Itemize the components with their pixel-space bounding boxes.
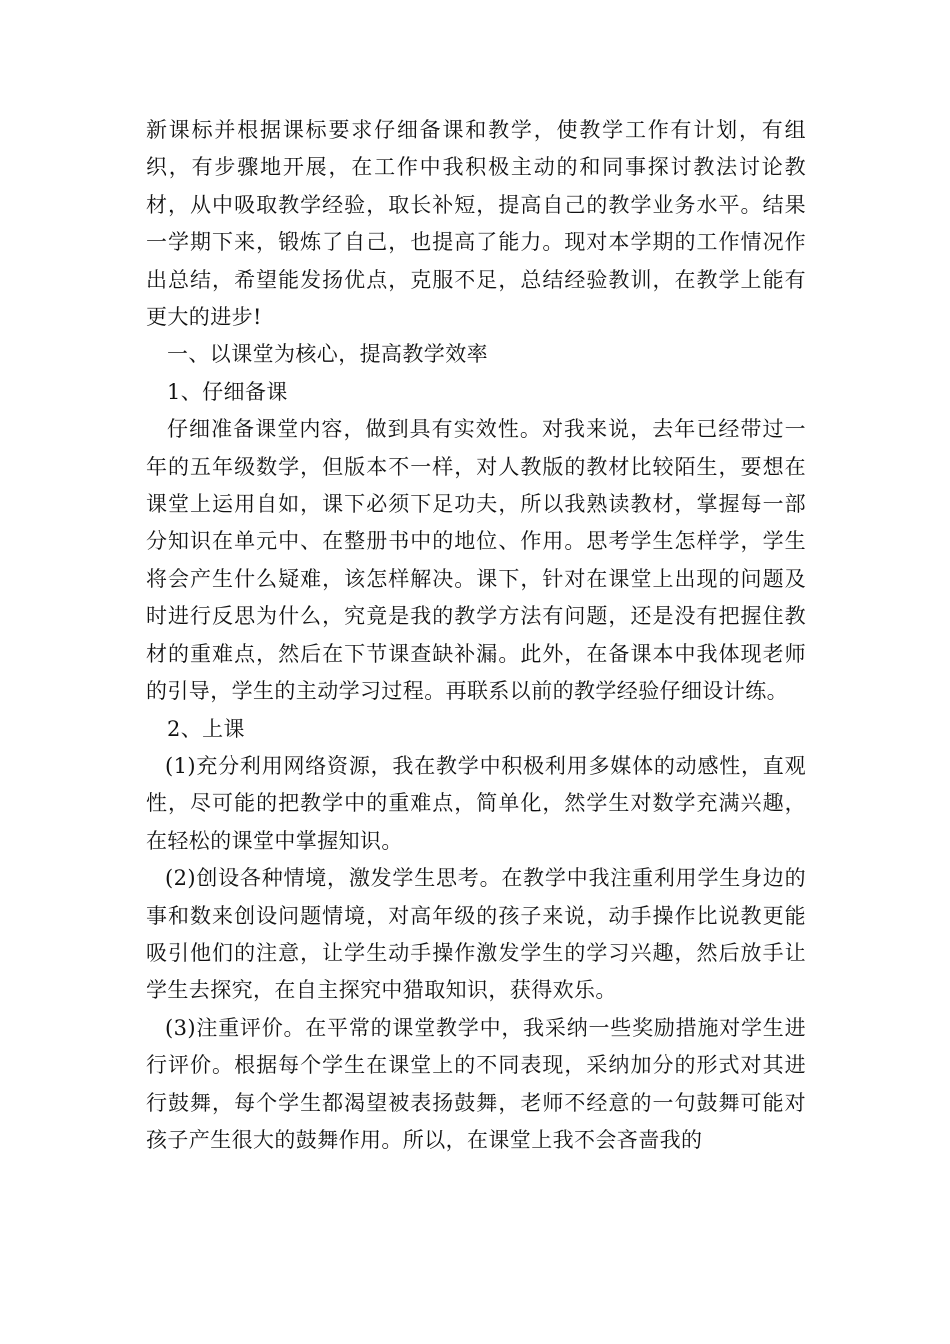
point-3-paragraph: (3)注重评价。在平常的课堂教学中，我采纳一些奖励措施对学生进行评价。根据每个学生在课堂上的不同表现，采纳加分的形式对其进行鼓舞，每个学生都渴望被表扬鼓舞，老师不经意的一句鼓舞可能对孩子产生很大的鼓舞作用。所以，在课堂上我不会吝啬我的 bbox=[146, 1015, 806, 1152]
point-2-paragraph: (2)创设各种情境，激发学生思考。在教学中我注重利用学生身边的事和数来创设问题情境，对高年级的孩子来说，动手操作比说教更能吸引他们的注意，让学生动手操作激发学生的学习兴趣，然后放手让学生去探究，在自主探究中猎取知识，获得欢乐。 bbox=[146, 866, 806, 1003]
point-1-paragraph: (1)充分利用网络资源，我在教学中积极利用多媒体的动感性，直观性，尽可能的把教学中的重难点，简单化，然学生对数学充满兴趣，在轻松的课堂中掌握知识。 bbox=[146, 753, 806, 853]
intro-paragraph: 新课标并根据课标要求仔细备课和教学，使教学工作有计划，有组织，有步骤地开展，在工作中我积极主动的和同事探讨教法讨论教材，从中吸取教学经验，取长补短，提高自己的教学业务水平。结果一学期下来，锻炼了自己，也提高了能力。现对本学期的工作情况作出总结，希望能发扬优点，克服不足，总结经验教训，在教学上能有更大的进步! bbox=[146, 118, 806, 330]
document-page bbox=[146, 112, 806, 1159]
section-heading-1: 一、以课堂为核心，提高教学效率 bbox=[167, 342, 488, 367]
subsection-heading-2: 2、上课 bbox=[167, 716, 245, 741]
subsection-heading-1: 1、仔细备课 bbox=[167, 379, 288, 404]
lesson-prep-paragraph: 仔细准备课堂内容，做到具有实效性。对我来说，去年已经带过一年的五年级数学，但版本不一样，对人教版的教材比较陌生，要想在课堂上运用自如，课下必须下足功夫，所以我熟读教材，掌握每一部分知识在单元中、在整册书中的地位、作用。思考学生怎样学，学生将会产生什么疑难，该怎样解决。课下，针对在课堂上出现的问题及时进行反思为什么，究竟是我的教学方法有问题，还是没有把握住教材的重难点，然后在下节课查缺补漏。此外，在备课本中我体现老师的引导，学生的主动学习过程。再联系以前的教学经验仔细设计练。 bbox=[146, 417, 806, 704]
